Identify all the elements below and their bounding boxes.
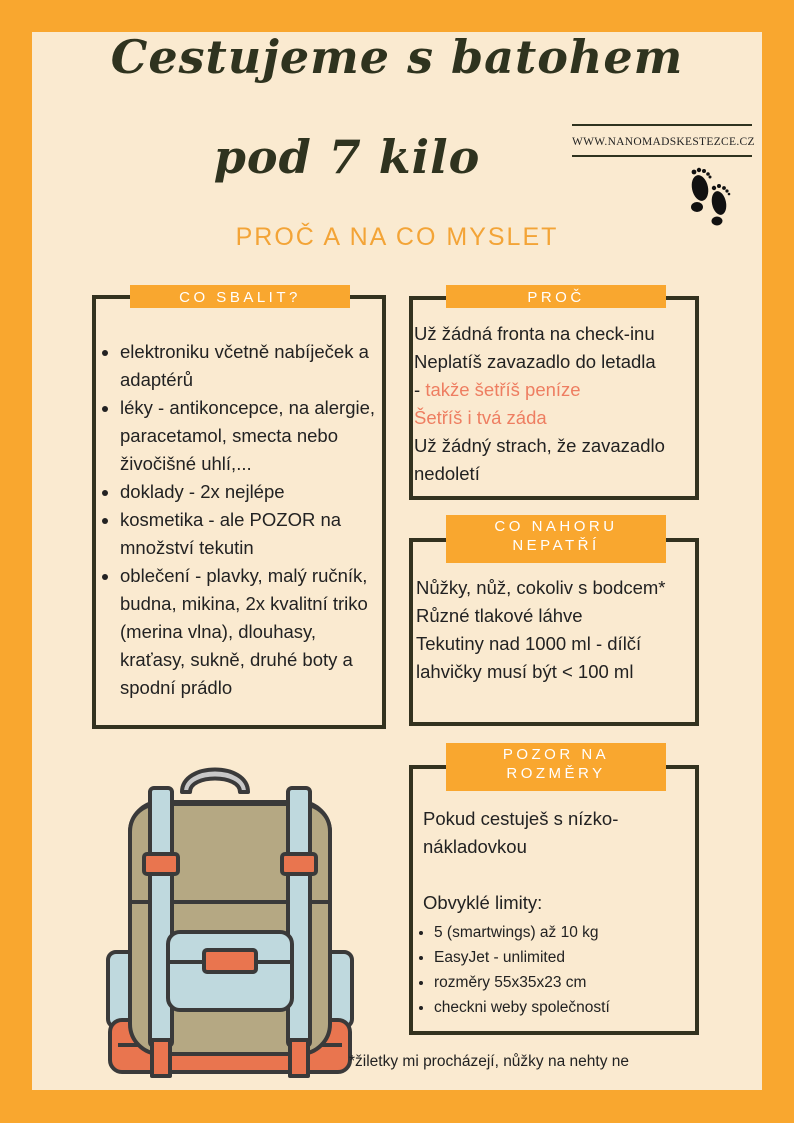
limits-title: Obvyklé limity: <box>423 892 543 913</box>
rozmery-intro: Pokud cestuješ s nízko-nákladovkou <box>423 808 619 857</box>
proc-line: Už žádný strach, že zavazadlo nedoletí <box>414 435 665 484</box>
list-item: • kosmetika - ale POZOR na množství tekutin <box>120 506 386 562</box>
website-url: WWW.NANOMADSKESTEZCE.CZ <box>572 136 755 148</box>
website-rule-top <box>572 124 752 126</box>
title-line-1: Cestujeme s batohem <box>110 30 684 84</box>
proc-line: Už žádná fronta na check-inu <box>414 323 655 344</box>
rozmery-tag <box>446 743 666 791</box>
list-item: • checkni weby společností <box>434 995 690 1020</box>
nepatri-tag-line: NEPATŘÍ <box>512 537 600 554</box>
list-item: • oblečení - plavky, malý ručník, budna, mikina, 2x kvalitní triko (merina vlna), dlouhasy, kraťasy, sukně, druhé boty a spodní prádlo <box>120 562 386 702</box>
limits-list <box>410 920 690 1020</box>
title-line-2: pod 7 kilo <box>213 130 481 184</box>
nepatri-line: Nůžky, nůž, cokoliv s bodcem* <box>416 577 666 598</box>
co-sbalit-list <box>96 338 386 702</box>
proc-line <box>414 376 704 404</box>
nepatri-tag <box>446 515 666 563</box>
list-item: • léky - antikoncepce, na alergie, paracetamol, smecta nebo živočišné uhlí,... <box>120 394 386 478</box>
subtitle: PROČ A NA CO MYSLET <box>235 223 559 251</box>
nepatri-line: Tekutiny nad 1000 ml - dílčí lahvičky musí být < 100 ml <box>416 633 642 682</box>
proc-text <box>414 320 704 488</box>
proc-tag: PROČ <box>446 285 666 308</box>
nepatri-text <box>416 574 706 686</box>
rozmery-tag-line: POZOR NA <box>502 746 610 763</box>
footprints-icon <box>683 163 735 229</box>
rozmery-tag-line: ROZMĚRY <box>506 765 606 782</box>
list-item: • doklady - 2x nejlépe <box>120 478 386 506</box>
backpack-icon <box>100 752 360 1082</box>
co-sbalit-tag: CO SBALIT? <box>130 285 350 308</box>
rozmery-text <box>423 805 685 917</box>
nepatri-line: Různé tlakové láhve <box>416 605 583 626</box>
list-item: • 5 (smartwings) až 10 kg <box>434 920 690 945</box>
list-item: • elektroniku včetně nabíječek a adaptérů <box>120 338 386 394</box>
proc-line: Neplatíš zavazadlo do letadla <box>414 351 656 372</box>
highlight-text: Šetříš i tvá záda <box>414 407 547 428</box>
highlight-text: takže šetříš peníze <box>425 379 581 400</box>
list-item: • rozměry 55x35x23 cm <box>434 970 690 995</box>
list-item: • EasyJet - unlimited <box>434 945 690 970</box>
dash: - <box>414 379 426 400</box>
website-rule-bottom <box>572 155 752 157</box>
footnote: *žiletky mi procházejí, nůžky na nehty ne <box>349 1053 629 1070</box>
nepatri-tag-line: CO NAHORU <box>494 518 618 535</box>
